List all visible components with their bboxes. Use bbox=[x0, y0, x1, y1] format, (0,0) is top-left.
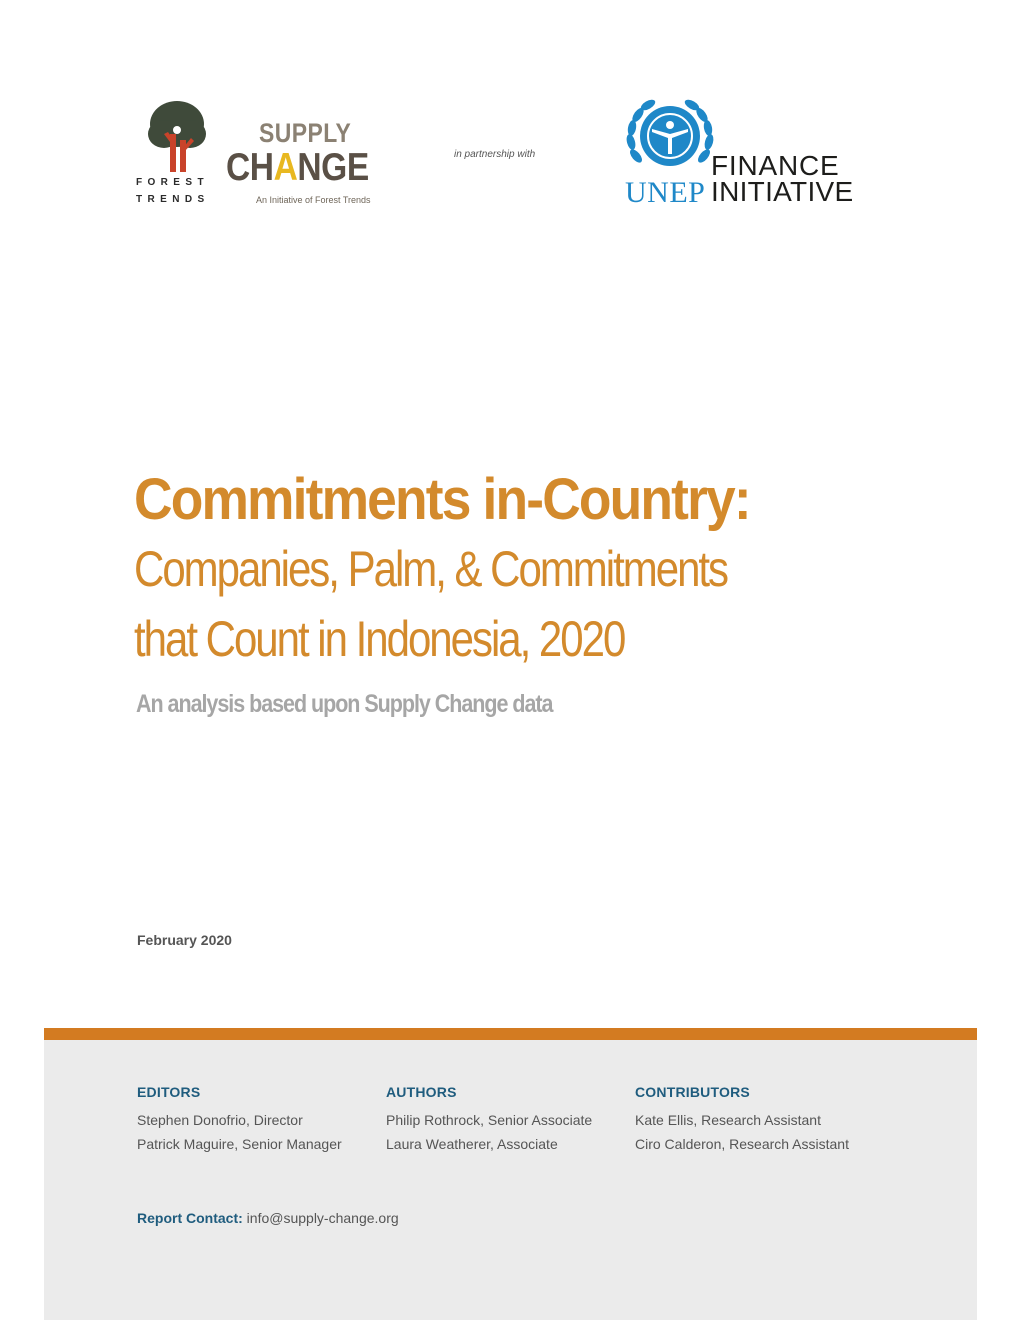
credits-panel bbox=[44, 1040, 977, 1320]
supply-change-tagline: An Initiative of Forest Trends bbox=[256, 195, 371, 205]
unep-finance-word: FINANCE bbox=[711, 150, 840, 181]
report-contact bbox=[137, 1210, 399, 1226]
unep-emblem-icon bbox=[622, 98, 718, 178]
unep-initiative-word: INITIATIVE bbox=[711, 176, 854, 207]
partnership-label: in partnership with bbox=[454, 149, 536, 160]
forest-trends-word-2: TRENDS bbox=[136, 194, 210, 205]
authors-column bbox=[386, 1084, 592, 1156]
editor-name: Patrick Maguire, Senior Manager bbox=[137, 1136, 342, 1152]
report-subtitle-line-2: that Count in Indonesia, 2020 bbox=[134, 611, 625, 667]
change-part-2: NGE bbox=[297, 146, 369, 189]
supply-change-word-supply: SUPPLY bbox=[259, 118, 352, 148]
supply-change-word-change bbox=[226, 146, 369, 190]
triangle-letter: A bbox=[273, 146, 298, 189]
authors-heading: AUTHORS bbox=[386, 1084, 457, 1100]
unep-fi-logo bbox=[622, 98, 872, 208]
report-subtitle-line-1: Companies, Palm, & Commitments bbox=[134, 541, 728, 597]
forest-trends-word-1: FOREST bbox=[136, 177, 209, 188]
report-tagline: An analysis based upon Supply Change data bbox=[136, 690, 553, 718]
editor-name: Stephen Donofrio, Director bbox=[137, 1112, 303, 1128]
author-name: Philip Rothrock, Senior Associate bbox=[386, 1112, 593, 1128]
contributors-heading: CONTRIBUTORS bbox=[635, 1084, 750, 1100]
contact-label: Report Contact: bbox=[137, 1210, 243, 1226]
editors-heading: EDITORS bbox=[137, 1084, 201, 1100]
editors-column bbox=[137, 1084, 342, 1156]
contributors-column bbox=[635, 1084, 849, 1156]
author-name: Laura Weatherer, Associate bbox=[386, 1136, 558, 1152]
contributor-name: Kate Ellis, Research Assistant bbox=[635, 1112, 821, 1128]
report-date: February 2020 bbox=[137, 932, 232, 948]
contributor-name: Ciro Calderon, Research Assistant bbox=[635, 1136, 849, 1152]
supply-change-logo bbox=[226, 118, 386, 210]
contact-email-link[interactable]: info@supply-change.org bbox=[246, 1210, 399, 1226]
change-part-1: CH bbox=[226, 146, 274, 189]
unep-word: UNEP bbox=[625, 176, 706, 209]
forest-trends-logo bbox=[136, 100, 220, 206]
tree-icon bbox=[144, 100, 210, 174]
footer-divider-bar bbox=[44, 1028, 977, 1040]
report-title: Commitments in-Country: bbox=[134, 467, 750, 532]
